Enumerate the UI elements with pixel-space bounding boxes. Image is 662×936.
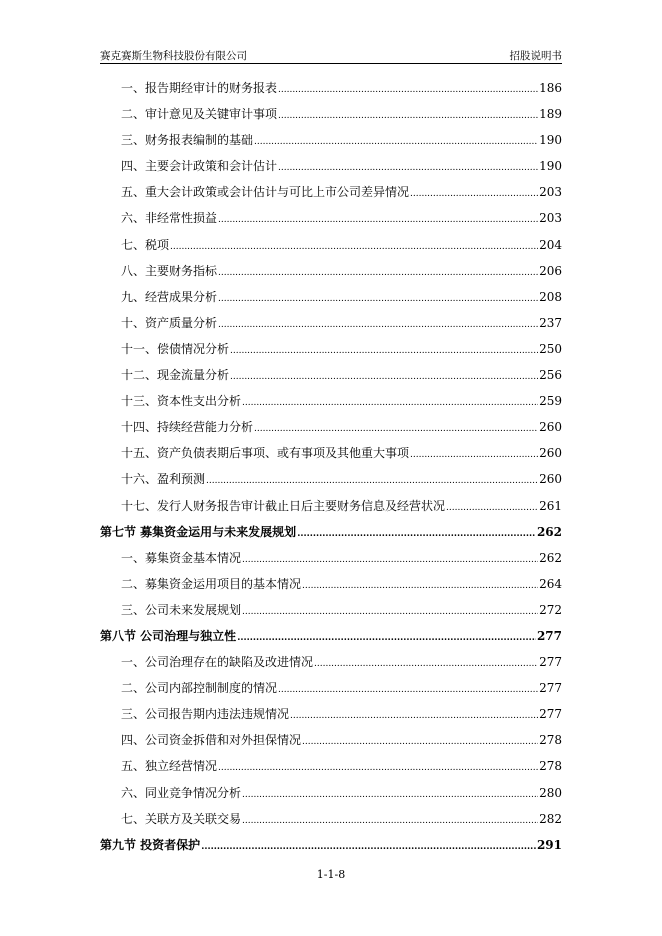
toc-entry[interactable] — [100, 649, 562, 675]
toc-entry[interactable] — [100, 545, 562, 571]
toc-entry[interactable] — [100, 101, 562, 127]
toc-dot-leader — [314, 651, 538, 677]
toc-entry-label: 二、审计意见及关键审计事项 — [121, 107, 278, 122]
toc-entry[interactable] — [100, 414, 562, 440]
toc-entry-label: 四、公司资金拆借和对外担保情况 — [121, 733, 302, 748]
toc-dot-leader — [278, 155, 538, 181]
toc-entry[interactable] — [100, 232, 562, 258]
toc-entry[interactable] — [100, 701, 562, 727]
toc-entry-label: 八、主要财务指标 — [121, 263, 218, 278]
toc-dot-leader — [230, 364, 538, 390]
table-of-contents — [100, 75, 562, 858]
toc-dot-leader — [410, 181, 538, 207]
toc-dot-leader — [290, 703, 538, 729]
toc-entry-page-number: 186 — [539, 81, 562, 95]
toc-entry-label: 十六、盈利预测 — [121, 472, 206, 487]
toc-entry-label: 三、公司未来发展规划 — [121, 602, 242, 617]
toc-dot-leader — [237, 625, 536, 651]
toc-entry[interactable] — [100, 388, 562, 414]
toc-dot-leader — [242, 390, 538, 416]
toc-entry-label: 十二、现金流量分析 — [121, 368, 230, 383]
toc-dot-leader — [278, 677, 538, 703]
toc-entry-label: 第九节 投资者保护 — [100, 837, 201, 852]
toc-entry-page-number: 262 — [539, 550, 562, 565]
toc-entry[interactable] — [100, 440, 562, 466]
toc-entry-label: 四、主要会计政策和会计估计 — [121, 159, 278, 174]
toc-entry-label: 第七节 募集资金运用与未来发展规划 — [100, 524, 297, 539]
toc-dot-leader — [218, 260, 538, 286]
toc-entry-page-number: 208 — [539, 289, 562, 304]
toc-dot-leader — [297, 521, 536, 547]
toc-entry-label: 三、公司报告期内违法违规情况 — [121, 707, 290, 722]
toc-entry[interactable] — [100, 493, 562, 519]
toc-dot-leader — [410, 442, 538, 468]
toc-entry-page-number: 206 — [539, 263, 562, 278]
header-company-name: 赛克赛斯生物科技股份有限公司 — [100, 50, 247, 62]
toc-entry-page-number: 272 — [539, 602, 562, 617]
page-number-footer: 1-1-8 — [316, 868, 346, 881]
toc-dot-leader — [206, 468, 538, 494]
page-header — [100, 45, 562, 63]
toc-dot-leader — [278, 77, 538, 103]
toc-entry-label: 七、关联方及关联交易 — [121, 811, 242, 826]
toc-entry-label: 三、财务报表编制的基础 — [121, 133, 254, 148]
toc-entry-page-number: 203 — [539, 211, 562, 226]
toc-entry[interactable] — [100, 753, 562, 779]
toc-dot-leader — [201, 834, 536, 860]
toc-entry-page-number: 262 — [536, 524, 562, 539]
toc-entry-label: 五、重大会计政策或会计估计与可比上市公司差异情况 — [121, 185, 410, 200]
toc-entry[interactable] — [100, 205, 562, 231]
toc-entry-page-number: 190 — [539, 159, 562, 174]
toc-entry[interactable] — [100, 806, 562, 832]
toc-dot-leader — [218, 286, 538, 312]
toc-dot-leader — [254, 129, 538, 155]
toc-entry-page-number: 260 — [539, 446, 562, 461]
toc-dot-leader — [242, 808, 538, 834]
toc-entry-page-number: 203 — [539, 185, 562, 200]
toc-entry-page-number: 280 — [539, 785, 562, 800]
toc-entry-label: 二、公司内部控制制度的情况 — [121, 681, 278, 696]
toc-entry-page-number: 260 — [539, 420, 562, 435]
toc-entry-label: 十四、持续经营能力分析 — [121, 420, 254, 435]
toc-entry[interactable] — [100, 362, 562, 388]
toc-dot-leader — [218, 755, 538, 781]
header-document-type: 招股说明书 — [509, 50, 562, 62]
toc-entry-page-number: 259 — [539, 394, 562, 409]
toc-entry-page-number: 237 — [539, 315, 562, 330]
toc-dot-leader — [278, 103, 538, 129]
toc-entry-page-number: 282 — [539, 811, 562, 826]
toc-entry-page-number: 277 — [536, 628, 562, 643]
toc-entry[interactable] — [100, 727, 562, 753]
toc-entry-label: 七、税项 — [121, 237, 170, 252]
toc-dot-leader — [242, 599, 538, 625]
toc-entry-page-number: 291 — [536, 837, 562, 852]
toc-entry-label: 六、非经常性损益 — [121, 211, 218, 226]
toc-entry[interactable] — [100, 284, 562, 310]
toc-entry-page-number: 250 — [539, 341, 562, 356]
toc-entry[interactable] — [100, 571, 562, 597]
toc-dot-leader — [242, 782, 538, 808]
toc-section-entry[interactable] — [100, 832, 562, 858]
toc-entry[interactable] — [100, 153, 562, 179]
toc-entry-label: 十一、偿债情况分析 — [121, 341, 230, 356]
toc-entry-page-number: 278 — [539, 733, 562, 748]
toc-entry[interactable] — [100, 466, 562, 492]
toc-entry-page-number: 261 — [539, 498, 562, 513]
toc-entry[interactable] — [100, 258, 562, 284]
toc-entry-page-number: 190 — [539, 133, 562, 148]
toc-entry-label: 第八节 公司治理与独立性 — [100, 628, 237, 643]
toc-entry-label: 一、公司治理存在的缺陷及改进情况 — [121, 655, 314, 670]
toc-entry-page-number: 260 — [539, 472, 562, 487]
toc-entry[interactable] — [100, 127, 562, 153]
toc-entry-page-number: 277 — [539, 681, 562, 696]
toc-entry[interactable] — [100, 310, 562, 336]
toc-entry-page-number: 277 — [539, 707, 562, 722]
toc-dot-leader — [230, 338, 538, 364]
toc-entry-page-number: 277 — [539, 655, 562, 670]
toc-section-entry[interactable] — [100, 623, 562, 649]
toc-section-entry[interactable] — [100, 519, 562, 545]
toc-entry-label: 五、独立经营情况 — [121, 759, 218, 774]
toc-entry-label: 二、募集资金运用项目的基本情况 — [121, 576, 302, 591]
toc-entry-page-number: 189 — [539, 107, 562, 122]
toc-dot-leader — [242, 547, 538, 573]
toc-entry-label: 一、报告期经审计的财务报表 — [121, 81, 278, 95]
toc-entry-label: 十七、发行人财务报告审计截止日后主要财务信息及经营状况 — [121, 498, 446, 513]
header-divider — [100, 63, 562, 64]
toc-entry-label: 九、经营成果分析 — [121, 289, 218, 304]
toc-entry-page-number: 278 — [539, 759, 562, 774]
toc-dot-leader — [302, 729, 538, 755]
toc-entry-label: 六、同业竞争情况分析 — [121, 785, 242, 800]
toc-dot-leader — [302, 573, 538, 599]
toc-entry-page-number: 264 — [539, 576, 562, 591]
toc-dot-leader — [446, 495, 538, 521]
toc-dot-leader — [254, 416, 538, 442]
toc-entry[interactable] — [100, 780, 562, 806]
toc-entry[interactable] — [100, 675, 562, 701]
toc-entry-label: 十、资产质量分析 — [121, 315, 218, 330]
toc-entry[interactable] — [100, 75, 562, 101]
toc-entry-page-number: 256 — [539, 368, 562, 383]
toc-entry[interactable] — [100, 336, 562, 362]
toc-entry-label: 十五、资产负债表期后事项、或有事项及其他重大事项 — [121, 446, 410, 461]
toc-entry[interactable] — [100, 597, 562, 623]
toc-entry-label: 十三、资本性支出分析 — [121, 394, 242, 409]
toc-dot-leader — [218, 312, 538, 338]
toc-entry[interactable] — [100, 179, 562, 205]
toc-entry-label: 一、募集资金基本情况 — [121, 550, 242, 565]
toc-dot-leader — [170, 234, 538, 260]
toc-entry-page-number: 204 — [539, 237, 562, 252]
toc-dot-leader — [218, 207, 538, 233]
